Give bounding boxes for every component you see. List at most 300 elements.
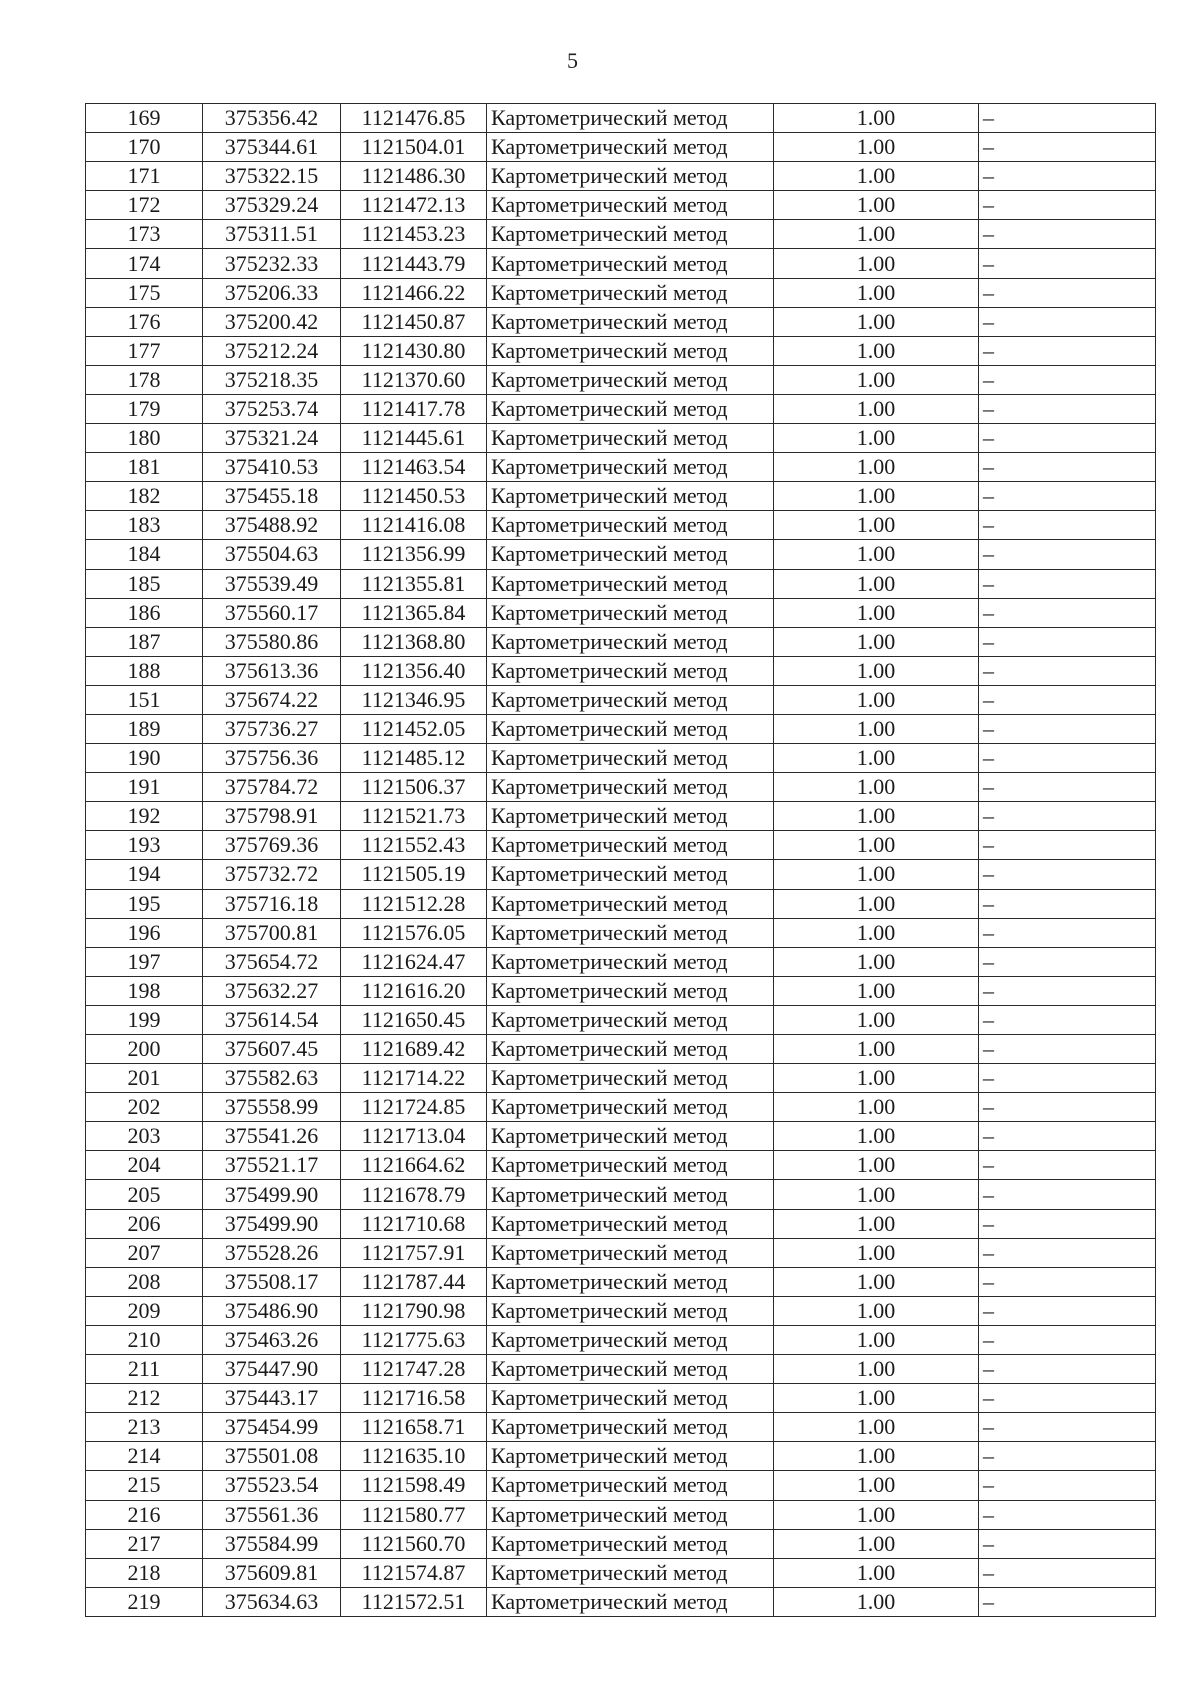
description-cell: – <box>979 104 1156 133</box>
point-number-cell: 178 <box>86 365 203 394</box>
description-cell: – <box>979 1296 1156 1325</box>
x-coordinate-cell: 375561.36 <box>203 1500 341 1529</box>
y-coordinate-cell: 1121576.05 <box>341 918 487 947</box>
accuracy-cell: 1.00 <box>774 1558 979 1587</box>
table-row <box>86 1413 1156 1442</box>
point-number-cell: 214 <box>86 1442 203 1471</box>
point-number-cell: 187 <box>86 627 203 656</box>
y-coordinate-cell: 1121463.54 <box>341 453 487 482</box>
point-number-cell: 184 <box>86 540 203 569</box>
method-cell: Картометрический метод <box>487 453 774 482</box>
method-cell: Картометрический метод <box>487 976 774 1005</box>
y-coordinate-cell: 1121356.99 <box>341 540 487 569</box>
accuracy-cell: 1.00 <box>774 162 979 191</box>
table-row <box>86 1587 1156 1616</box>
method-cell: Картометрический метод <box>487 656 774 685</box>
table-row <box>86 133 1156 162</box>
y-coordinate-cell: 1121504.01 <box>341 133 487 162</box>
table-row <box>86 307 1156 336</box>
x-coordinate-cell: 375632.27 <box>203 976 341 1005</box>
table-row <box>86 1296 1156 1325</box>
y-coordinate-cell: 1121346.95 <box>341 685 487 714</box>
accuracy-cell: 1.00 <box>774 1384 979 1413</box>
accuracy-cell: 1.00 <box>774 656 979 685</box>
point-number-cell: 194 <box>86 860 203 889</box>
y-coordinate-cell: 1121710.68 <box>341 1209 487 1238</box>
method-cell: Картометрический метод <box>487 744 774 773</box>
x-coordinate-cell: 375560.17 <box>203 598 341 627</box>
description-cell: – <box>979 336 1156 365</box>
point-number-cell: 177 <box>86 336 203 365</box>
table-row <box>86 947 1156 976</box>
x-coordinate-cell: 375582.63 <box>203 1064 341 1093</box>
point-number-cell: 170 <box>86 133 203 162</box>
point-number-cell: 179 <box>86 394 203 423</box>
x-coordinate-cell: 375674.22 <box>203 685 341 714</box>
accuracy-cell: 1.00 <box>774 860 979 889</box>
method-cell: Картометрический метод <box>487 1035 774 1064</box>
x-coordinate-cell: 375454.99 <box>203 1413 341 1442</box>
point-number-cell: 171 <box>86 162 203 191</box>
accuracy-cell: 1.00 <box>774 1413 979 1442</box>
table-row <box>86 220 1156 249</box>
description-cell: – <box>979 831 1156 860</box>
x-coordinate-cell: 375614.54 <box>203 1005 341 1034</box>
x-coordinate-cell: 375798.91 <box>203 802 341 831</box>
description-cell: – <box>979 162 1156 191</box>
accuracy-cell: 1.00 <box>774 1122 979 1151</box>
x-coordinate-cell: 375321.24 <box>203 424 341 453</box>
table-row <box>86 1442 1156 1471</box>
method-cell: Картометрический метод <box>487 1122 774 1151</box>
x-coordinate-cell: 375634.63 <box>203 1587 341 1616</box>
description-cell: – <box>979 860 1156 889</box>
method-cell: Картометрический метод <box>487 162 774 191</box>
description-cell: – <box>979 1267 1156 1296</box>
description-cell: – <box>979 1529 1156 1558</box>
y-coordinate-cell: 1121472.13 <box>341 191 487 220</box>
x-coordinate-cell: 375508.17 <box>203 1267 341 1296</box>
table-row <box>86 744 1156 773</box>
accuracy-cell: 1.00 <box>774 627 979 656</box>
accuracy-cell: 1.00 <box>774 453 979 482</box>
table-row <box>86 685 1156 714</box>
x-coordinate-cell: 375206.33 <box>203 278 341 307</box>
description-cell: – <box>979 1151 1156 1180</box>
description-cell: – <box>979 220 1156 249</box>
accuracy-cell: 1.00 <box>774 918 979 947</box>
y-coordinate-cell: 1121453.23 <box>341 220 487 249</box>
point-number-cell: 185 <box>86 569 203 598</box>
point-number-cell: 196 <box>86 918 203 947</box>
x-coordinate-cell: 375447.90 <box>203 1355 341 1384</box>
accuracy-cell: 1.00 <box>774 1180 979 1209</box>
y-coordinate-cell: 1121574.87 <box>341 1558 487 1587</box>
table-row <box>86 860 1156 889</box>
y-coordinate-cell: 1121790.98 <box>341 1296 487 1325</box>
description-cell: – <box>979 889 1156 918</box>
description-cell: – <box>979 1500 1156 1529</box>
method-cell: Картометрический метод <box>487 802 774 831</box>
point-number-cell: 207 <box>86 1238 203 1267</box>
point-number-cell: 213 <box>86 1413 203 1442</box>
y-coordinate-cell: 1121658.71 <box>341 1413 487 1442</box>
accuracy-cell: 1.00 <box>774 511 979 540</box>
table-row <box>86 540 1156 569</box>
method-cell: Картометрический метод <box>487 191 774 220</box>
y-coordinate-cell: 1121445.61 <box>341 424 487 453</box>
method-cell: Картометрический метод <box>487 365 774 394</box>
method-cell: Картометрический метод <box>487 1587 774 1616</box>
x-coordinate-cell: 375732.72 <box>203 860 341 889</box>
x-coordinate-cell: 375212.24 <box>203 336 341 365</box>
y-coordinate-cell: 1121713.04 <box>341 1122 487 1151</box>
y-coordinate-cell: 1121552.43 <box>341 831 487 860</box>
table-row <box>86 249 1156 278</box>
y-coordinate-cell: 1121356.40 <box>341 656 487 685</box>
x-coordinate-cell: 375716.18 <box>203 889 341 918</box>
accuracy-cell: 1.00 <box>774 1471 979 1500</box>
table-row <box>86 394 1156 423</box>
point-number-cell: 193 <box>86 831 203 860</box>
y-coordinate-cell: 1121560.70 <box>341 1529 487 1558</box>
accuracy-cell: 1.00 <box>774 569 979 598</box>
description-cell: – <box>979 1180 1156 1209</box>
description-cell: – <box>979 394 1156 423</box>
table-row <box>86 889 1156 918</box>
point-number-cell: 198 <box>86 976 203 1005</box>
table-row <box>86 1180 1156 1209</box>
description-cell: – <box>979 773 1156 802</box>
accuracy-cell: 1.00 <box>774 424 979 453</box>
description-cell: – <box>979 1035 1156 1064</box>
x-coordinate-cell: 375322.15 <box>203 162 341 191</box>
x-coordinate-cell: 375541.26 <box>203 1122 341 1151</box>
accuracy-cell: 1.00 <box>774 104 979 133</box>
x-coordinate-cell: 375539.49 <box>203 569 341 598</box>
table-row <box>86 424 1156 453</box>
point-number-cell: 186 <box>86 598 203 627</box>
x-coordinate-cell: 375501.08 <box>203 1442 341 1471</box>
description-cell: – <box>979 249 1156 278</box>
accuracy-cell: 1.00 <box>774 336 979 365</box>
method-cell: Картометрический метод <box>487 104 774 133</box>
method-cell: Картометрический метод <box>487 714 774 743</box>
coordinates-table <box>85 103 1156 1617</box>
method-cell: Картометрический метод <box>487 1209 774 1238</box>
accuracy-cell: 1.00 <box>774 133 979 162</box>
accuracy-cell: 1.00 <box>774 947 979 976</box>
method-cell: Картометрический метод <box>487 540 774 569</box>
point-number-cell: 202 <box>86 1093 203 1122</box>
method-cell: Картометрический метод <box>487 773 774 802</box>
method-cell: Картометрический метод <box>487 685 774 714</box>
table-row <box>86 1471 1156 1500</box>
accuracy-cell: 1.00 <box>774 744 979 773</box>
y-coordinate-cell: 1121635.10 <box>341 1442 487 1471</box>
x-coordinate-cell: 375609.81 <box>203 1558 341 1587</box>
x-coordinate-cell: 375613.36 <box>203 656 341 685</box>
description-cell: – <box>979 453 1156 482</box>
y-coordinate-cell: 1121598.49 <box>341 1471 487 1500</box>
accuracy-cell: 1.00 <box>774 278 979 307</box>
description-cell: – <box>979 511 1156 540</box>
description-cell: – <box>979 918 1156 947</box>
description-cell: – <box>979 365 1156 394</box>
x-coordinate-cell: 375488.92 <box>203 511 341 540</box>
description-cell: – <box>979 569 1156 598</box>
method-cell: Картометрический метод <box>487 1151 774 1180</box>
x-coordinate-cell: 375253.74 <box>203 394 341 423</box>
x-coordinate-cell: 375499.90 <box>203 1209 341 1238</box>
point-number-cell: 169 <box>86 104 203 133</box>
table-row <box>86 1122 1156 1151</box>
y-coordinate-cell: 1121450.53 <box>341 482 487 511</box>
y-coordinate-cell: 1121417.78 <box>341 394 487 423</box>
method-cell: Картометрический метод <box>487 133 774 162</box>
method-cell: Картометрический метод <box>487 1471 774 1500</box>
description-cell: – <box>979 1413 1156 1442</box>
method-cell: Картометрический метод <box>487 1238 774 1267</box>
description-cell: – <box>979 1442 1156 1471</box>
y-coordinate-cell: 1121775.63 <box>341 1325 487 1354</box>
x-coordinate-cell: 375218.35 <box>203 365 341 394</box>
description-cell: – <box>979 947 1156 976</box>
method-cell: Картометрический метод <box>487 569 774 598</box>
y-coordinate-cell: 1121714.22 <box>341 1064 487 1093</box>
y-coordinate-cell: 1121368.80 <box>341 627 487 656</box>
point-number-cell: 175 <box>86 278 203 307</box>
method-cell: Картометрический метод <box>487 1267 774 1296</box>
table-row <box>86 1325 1156 1354</box>
point-number-cell: 212 <box>86 1384 203 1413</box>
description-cell: – <box>979 802 1156 831</box>
y-coordinate-cell: 1121664.62 <box>341 1151 487 1180</box>
method-cell: Картометрический метод <box>487 336 774 365</box>
accuracy-cell: 1.00 <box>774 191 979 220</box>
point-number-cell: 209 <box>86 1296 203 1325</box>
description-cell: – <box>979 540 1156 569</box>
accuracy-cell: 1.00 <box>774 482 979 511</box>
description-cell: – <box>979 133 1156 162</box>
method-cell: Картометрический метод <box>487 1296 774 1325</box>
method-cell: Картометрический метод <box>487 1442 774 1471</box>
x-coordinate-cell: 375784.72 <box>203 773 341 802</box>
y-coordinate-cell: 1121443.79 <box>341 249 487 278</box>
y-coordinate-cell: 1121486.30 <box>341 162 487 191</box>
x-coordinate-cell: 375769.36 <box>203 831 341 860</box>
method-cell: Картометрический метод <box>487 220 774 249</box>
accuracy-cell: 1.00 <box>774 1093 979 1122</box>
x-coordinate-cell: 375558.99 <box>203 1093 341 1122</box>
point-number-cell: 176 <box>86 307 203 336</box>
y-coordinate-cell: 1121650.45 <box>341 1005 487 1034</box>
point-number-cell: 183 <box>86 511 203 540</box>
point-number-cell: 195 <box>86 889 203 918</box>
table-row <box>86 831 1156 860</box>
y-coordinate-cell: 1121678.79 <box>341 1180 487 1209</box>
table-row <box>86 1209 1156 1238</box>
point-number-cell: 199 <box>86 1005 203 1034</box>
description-cell: – <box>979 1587 1156 1616</box>
table-row <box>86 453 1156 482</box>
description-cell: – <box>979 1005 1156 1034</box>
description-cell: – <box>979 976 1156 1005</box>
description-cell: – <box>979 191 1156 220</box>
point-number-cell: 210 <box>86 1325 203 1354</box>
accuracy-cell: 1.00 <box>774 1267 979 1296</box>
point-number-cell: 218 <box>86 1558 203 1587</box>
table-row <box>86 1355 1156 1384</box>
method-cell: Картометрический метод <box>487 1325 774 1354</box>
accuracy-cell: 1.00 <box>774 1064 979 1093</box>
method-cell: Картометрический метод <box>487 511 774 540</box>
description-cell: – <box>979 1384 1156 1413</box>
table-row <box>86 1267 1156 1296</box>
table-row <box>86 104 1156 133</box>
table-row <box>86 162 1156 191</box>
x-coordinate-cell: 375410.53 <box>203 453 341 482</box>
point-number-cell: 182 <box>86 482 203 511</box>
table-row <box>86 773 1156 802</box>
x-coordinate-cell: 375200.42 <box>203 307 341 336</box>
accuracy-cell: 1.00 <box>774 1238 979 1267</box>
y-coordinate-cell: 1121512.28 <box>341 889 487 918</box>
description-cell: – <box>979 685 1156 714</box>
method-cell: Картометрический метод <box>487 394 774 423</box>
description-cell: – <box>979 744 1156 773</box>
y-coordinate-cell: 1121757.91 <box>341 1238 487 1267</box>
description-cell: – <box>979 656 1156 685</box>
table-row <box>86 656 1156 685</box>
method-cell: Картометрический метод <box>487 1355 774 1384</box>
x-coordinate-cell: 375504.63 <box>203 540 341 569</box>
method-cell: Картометрический метод <box>487 918 774 947</box>
y-coordinate-cell: 1121476.85 <box>341 104 487 133</box>
accuracy-cell: 1.00 <box>774 365 979 394</box>
point-number-cell: 201 <box>86 1064 203 1093</box>
method-cell: Картометрический метод <box>487 278 774 307</box>
method-cell: Картометрический метод <box>487 1529 774 1558</box>
x-coordinate-cell: 375463.26 <box>203 1325 341 1354</box>
accuracy-cell: 1.00 <box>774 714 979 743</box>
accuracy-cell: 1.00 <box>774 540 979 569</box>
y-coordinate-cell: 1121450.87 <box>341 307 487 336</box>
description-cell: – <box>979 1558 1156 1587</box>
y-coordinate-cell: 1121355.81 <box>341 569 487 598</box>
y-coordinate-cell: 1121689.42 <box>341 1035 487 1064</box>
method-cell: Картометрический метод <box>487 627 774 656</box>
point-number-cell: 191 <box>86 773 203 802</box>
x-coordinate-cell: 375486.90 <box>203 1296 341 1325</box>
method-cell: Картометрический метод <box>487 482 774 511</box>
table-row <box>86 191 1156 220</box>
description-cell: – <box>979 1122 1156 1151</box>
table-row <box>86 1238 1156 1267</box>
accuracy-cell: 1.00 <box>774 1355 979 1384</box>
accuracy-cell: 1.00 <box>774 976 979 1005</box>
accuracy-cell: 1.00 <box>774 1151 979 1180</box>
accuracy-cell: 1.00 <box>774 1209 979 1238</box>
description-cell: – <box>979 482 1156 511</box>
point-number-cell: 203 <box>86 1122 203 1151</box>
method-cell: Картометрический метод <box>487 249 774 278</box>
x-coordinate-cell: 375607.45 <box>203 1035 341 1064</box>
point-number-cell: 180 <box>86 424 203 453</box>
table-row <box>86 976 1156 1005</box>
y-coordinate-cell: 1121580.77 <box>341 1500 487 1529</box>
method-cell: Картометрический метод <box>487 947 774 976</box>
x-coordinate-cell: 375700.81 <box>203 918 341 947</box>
method-cell: Картометрический метод <box>487 1005 774 1034</box>
point-number-cell: 173 <box>86 220 203 249</box>
x-coordinate-cell: 375521.17 <box>203 1151 341 1180</box>
accuracy-cell: 1.00 <box>774 831 979 860</box>
x-coordinate-cell: 375232.33 <box>203 249 341 278</box>
point-number-cell: 216 <box>86 1500 203 1529</box>
x-coordinate-cell: 375344.61 <box>203 133 341 162</box>
point-number-cell: 215 <box>86 1471 203 1500</box>
x-coordinate-cell: 375329.24 <box>203 191 341 220</box>
method-cell: Картометрический метод <box>487 1558 774 1587</box>
point-number-cell: 174 <box>86 249 203 278</box>
description-cell: – <box>979 424 1156 453</box>
table-row <box>86 336 1156 365</box>
y-coordinate-cell: 1121716.58 <box>341 1384 487 1413</box>
accuracy-cell: 1.00 <box>774 394 979 423</box>
method-cell: Картометрический метод <box>487 424 774 453</box>
coordinates-table-body <box>86 104 1156 1617</box>
table-row <box>86 1384 1156 1413</box>
method-cell: Картометрический метод <box>487 598 774 627</box>
description-cell: – <box>979 1325 1156 1354</box>
accuracy-cell: 1.00 <box>774 773 979 802</box>
table-row <box>86 1005 1156 1034</box>
accuracy-cell: 1.00 <box>774 1500 979 1529</box>
y-coordinate-cell: 1121365.84 <box>341 598 487 627</box>
accuracy-cell: 1.00 <box>774 802 979 831</box>
method-cell: Картометрический метод <box>487 1413 774 1442</box>
method-cell: Картометрический метод <box>487 1180 774 1209</box>
method-cell: Картометрический метод <box>487 831 774 860</box>
y-coordinate-cell: 1121430.80 <box>341 336 487 365</box>
table-row <box>86 569 1156 598</box>
y-coordinate-cell: 1121505.19 <box>341 860 487 889</box>
method-cell: Картометрический метод <box>487 889 774 918</box>
point-number-cell: 219 <box>86 1587 203 1616</box>
x-coordinate-cell: 375580.86 <box>203 627 341 656</box>
method-cell: Картометрический метод <box>487 1064 774 1093</box>
point-number-cell: 205 <box>86 1180 203 1209</box>
table-row <box>86 365 1156 394</box>
point-number-cell: 172 <box>86 191 203 220</box>
table-row <box>86 482 1156 511</box>
table-row <box>86 1035 1156 1064</box>
method-cell: Картометрический метод <box>487 1500 774 1529</box>
y-coordinate-cell: 1121485.12 <box>341 744 487 773</box>
point-number-cell: 151 <box>86 685 203 714</box>
accuracy-cell: 1.00 <box>774 889 979 918</box>
x-coordinate-cell: 375499.90 <box>203 1180 341 1209</box>
y-coordinate-cell: 1121747.28 <box>341 1355 487 1384</box>
y-coordinate-cell: 1121572.51 <box>341 1587 487 1616</box>
accuracy-cell: 1.00 <box>774 1442 979 1471</box>
x-coordinate-cell: 375311.51 <box>203 220 341 249</box>
description-cell: – <box>979 1093 1156 1122</box>
table-row <box>86 511 1156 540</box>
accuracy-cell: 1.00 <box>774 249 979 278</box>
description-cell: – <box>979 598 1156 627</box>
